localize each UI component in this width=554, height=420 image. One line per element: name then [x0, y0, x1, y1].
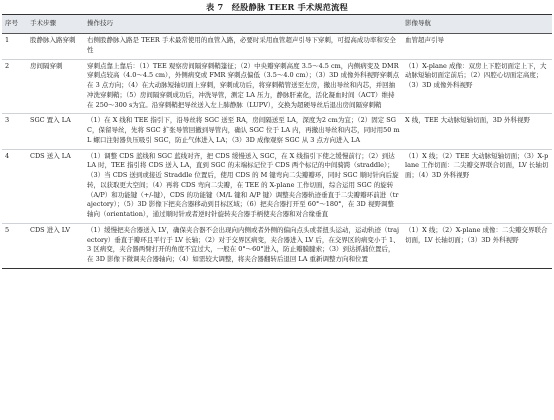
cell-imaging: 血管超声引导 [402, 34, 552, 60]
cell-imaging: （1）X-plane 成像：双房上下腔切面定上下，大动脉短轴切面定前后；（2）四腔心切面定高度；（3）3D 成像外科视野 [402, 59, 552, 114]
header-technique: 操作技巧 [84, 15, 402, 34]
cell-no: 4 [2, 149, 27, 223]
cell-no: 5 [2, 223, 27, 268]
cell-step: CDS 进入 LV [27, 223, 84, 268]
cell-technique: 穿刺点靠上靠后：（1）TEE 观察房间隔穿刺鞘篷征；（2）中央瓣穿刺高度 3.5～4.5 cm，内侧病变及 DMR 穿刺点较高（4.0～4.5 cm），外侧病变或 FMR 穿刺点偏低（3.5～4.0 cm）；（3）3D 成像外科视野穿刺点在 3 点方向；（4）在大动脉短轴切面上穿刺，穿刺成功后，将穿刺鞘管送至左房，撤出导丝和内芯，并回抽冲洗穿刺鞘；（5）房间隔穿刺成功后，冲洗导管，测定 LA 压力，静脉肝素化，活化凝血时间（ACT）维持在 250～300 s为宜。沿穿刺鞘把导丝送入左上肺静脉（LUPV），交换为超硬导丝后退出房间隔穿刺鞘 [84, 59, 402, 114]
cell-no: 2 [2, 59, 27, 114]
table-row [2, 34, 552, 60]
cell-no: 3 [2, 114, 27, 149]
procedure-table [2, 14, 552, 269]
cell-technique: （1）在 X 线和 TEE 指引下，沿导丝将 SGC 送至 RA，房间隔送至 LA，深度为2 cm为宜；（2）固定 SGC，保留导丝，先将 SGC 扩张导管回撤到导管内，确认 SGC 位于 LA 内，再撤出导丝和内芯，同时用50 mL 螺口注射器负压吸引 SGC，防止气体进入 LA；（3）3D 成像观察 SGC 从 3 点方向进入 LA [84, 114, 402, 149]
header-no: 序号 [2, 15, 27, 34]
cell-technique: （1）缓慢把夹合器送入 LV，确保夹合器不会出现向内侧或者外侧的偏向点头或者扭头运动，运动轨迹（trajectory）垂直于瓣环且平行于 LV 长轴；（2）对于交界区病变，夹合器进入 LV 后，在交界区的病变小于 1、3 区病变，夹合器两臂打开的角度不宜过大，一般在 0°～60°进入，防止瓣膜腱索；（3）到达抓捕位置后，在 3D 影像下微调夹合器轴向；（4）如需较大调整，将夹合器翻转后退回 LA 重新调整方向和位置 [84, 223, 402, 268]
cell-imaging: （1）X 线；（2）X-plane 成像：二尖瓣交界联合切面，LV 长轴切面；（3）3D 外科视野 [402, 223, 552, 268]
cell-no: 1 [2, 34, 27, 60]
header-step: 手术步骤 [27, 15, 84, 34]
cell-technique: （1）调整 CDS 蓝线和 SGC 蓝线对齐，把 CDS 缓慢送入 SGC，在 X 线指引下使之缓慢前行；（2）到达 LA 时，TEE 指引将 CDS 送入 LA，直到 SGC 的末端标记位于 CDS 两个标记的中间骑跨（straddle）；（3）当 CDS 送到或接近 Straddle 位置后，使用 CDS 的 M 键弯向二尖瓣瓣环，同时 SGC 顺时针向后旋转，以获取更大空间；（4）再将 CDS 弯向二尖瓣，在 TEE 的 X-plane 工作切面，综合运用 SGC 的旋转（A/P）和功能键（+/-键），CDS 的功能键（M/L 键和 A/P 键）调整夹合器轨迹垂直于二尖瓣瓣环前进（trajectory）；（5）3D 影像下把夹合器移动到目标区域；（6）把夹合器打开至 60°～180°，在 3D 视野调整轴向（orientation），通过顺时针或者逆时针旋转夹合器手柄使夹合器和对合缘垂直 [84, 149, 402, 223]
table-row [2, 114, 552, 149]
cell-imaging: X 线，TEE 大动脉短轴切面，3D 外科视野 [402, 114, 552, 149]
table-row [2, 59, 552, 114]
cell-technique: 右侧股静脉入路是 TEER 手术最常使用的血管入路，必要时采用血管超声引导下穿刺，可提高成功率和安全性 [84, 34, 402, 60]
cell-step: CDS 送入 LA [27, 149, 84, 223]
header-imaging: 影像导航 [402, 15, 552, 34]
cell-step: 股静脉入路穿刺 [27, 34, 84, 60]
cell-step: 房间隔穿刺 [27, 59, 84, 114]
table-header-row [2, 15, 552, 34]
cell-imaging: （1）X 线；（2）TEE 大动脉短轴切面；（3）X-plane 工作切面：二尖瓣交界联合切面，LV 长轴切面；（4）3D 外科视野 [402, 149, 552, 223]
table-caption: 表 7 经股静脉 TEER 手术规范流程 [206, 2, 348, 12]
table-row [2, 223, 552, 268]
table-row [2, 149, 552, 223]
cell-step: SGC 置入 LA [27, 114, 84, 149]
